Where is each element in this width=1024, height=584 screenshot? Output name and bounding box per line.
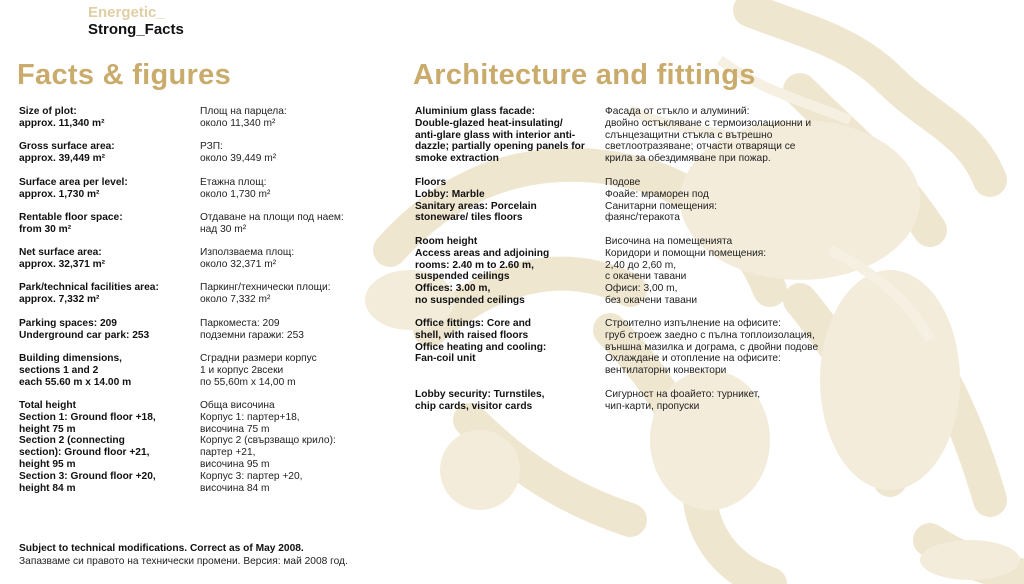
arch-facade-en: Aluminium glass facade: Double-glazed heat-insulating/ anti-glare glass with interior anti- dazzle; partially opening panels for smoke extraction <box>415 106 585 165</box>
arch-room-height-bg: Височина на помещенията Коридори и помощни помещения: 2,40 до 2,60 m, с окачени тавани Офиси: 3,00 m, без окачени тавани <box>605 236 767 306</box>
fact-gross-area-bg: РЗП: около 39,449 m² <box>200 141 277 164</box>
arch-lobby-security-bg: Сигурност на фоайето: турникет, чип-карти, пропуски <box>605 389 761 412</box>
fact-plot-size-bg: Площ на парцела: около 11,340 m² <box>200 106 287 129</box>
fact-level-area-bg: Етажна площ: около 1,730 m² <box>200 177 271 200</box>
fact-park-area-en: Park/technical facilities area: approx. 7,332 m² <box>19 282 159 305</box>
fact-plot-size-en: Size of plot: approx. 11,340 m² <box>19 106 105 129</box>
arch-room-height-en: Room height Access areas and adjoining rooms: 2.40 m to 2.60 m, suspended ceilings Offices: 3.00 m, no suspended ceilings <box>415 236 550 306</box>
fact-dimensions-en: Building dimensions, sections 1 and 2 each 55.60 m x 14.00 m <box>19 353 132 388</box>
arch-floors-bg: Подове Фоайе: мраморен под Санитарни помещения: фаянс/теракота <box>605 177 717 224</box>
facts-heading: Facts & figures <box>17 59 231 91</box>
tagline-energetic: Energetic_ <box>88 4 165 21</box>
footer-disclaimer-en: Subject to technical modifications. Correct as of May 2008. <box>19 543 304 554</box>
fact-rentable-space-bg: Отдаване на площи под наем: над 30 m² <box>200 212 344 235</box>
fact-parking-en: Parking spaces: 209 Underground car park: 253 <box>19 318 150 341</box>
arch-lobby-security-en: Lobby security: Turnstiles, chip cards, visitor cards <box>415 389 545 412</box>
fact-rentable-space-en: Rentable floor space: from 30 m² <box>19 212 123 235</box>
fact-net-area-en: Net surface area: approx. 32,371 m² <box>19 247 106 270</box>
tagline-strong-facts: Strong_Facts <box>88 21 184 38</box>
footer-disclaimer-bg: Запазваме си правото на технически промени. Версия: май 2008 год. <box>19 556 348 567</box>
fact-height-bg: Обща височина Корпус 1: партер+18, височина 75 m Корпус 2 (свързващо крило): партер +21, височина 95 m Корпус 3: партер +20, височина 84 m <box>200 400 336 494</box>
fact-net-area-bg: Използваема площ: около 32,371 m² <box>200 247 295 270</box>
arch-office-fittings-bg: Строително изпълнение на офисите: груб строеж заедно с пълна топлоизолация, външна мазилка и дограма, с двойни подове Охлаждане и отопление на офисите: вентилаторни конвектори <box>605 318 819 377</box>
architecture-heading: Architecture and fittings <box>413 59 756 91</box>
arch-floors-en: Floors Lobby: Marble Sanitary areas: Porcelain stoneware/ tiles floors <box>415 177 537 224</box>
fact-gross-area-en: Gross surface area: approx. 39,449 m² <box>19 141 115 164</box>
fact-level-area-en: Surface area per level: approx. 1,730 m² <box>19 177 128 200</box>
fact-dimensions-bg: Сградни размери корпус 1 и корпус 2всеки по 55,60m х 14,00 m <box>200 353 317 388</box>
fact-parking-bg: Паркоместа: 209 подземни гаражи: 253 <box>200 318 304 341</box>
fact-park-area-bg: Паркинг/технически площи: около 7,332 m² <box>200 282 331 305</box>
arch-office-fittings-en: Office fittings: Core and shell, with raised floors Office heating and cooling: Fan-coil unit <box>415 318 547 365</box>
fact-height-en: Total height Section 1: Ground floor +18, height 75 m Section 2 (connecting section): Ground floor +21, height 95 m Section 3: Ground floor +20, height 84 m <box>19 400 156 494</box>
arch-facade-bg: Фасада от стъкло и алуминий: двойно остъкляване с термоизолационни и слънцезащитни стъкла с вътрешно светлоотразяване; отчасти отварящи се крила за обездимяване при пожар. <box>605 106 812 165</box>
